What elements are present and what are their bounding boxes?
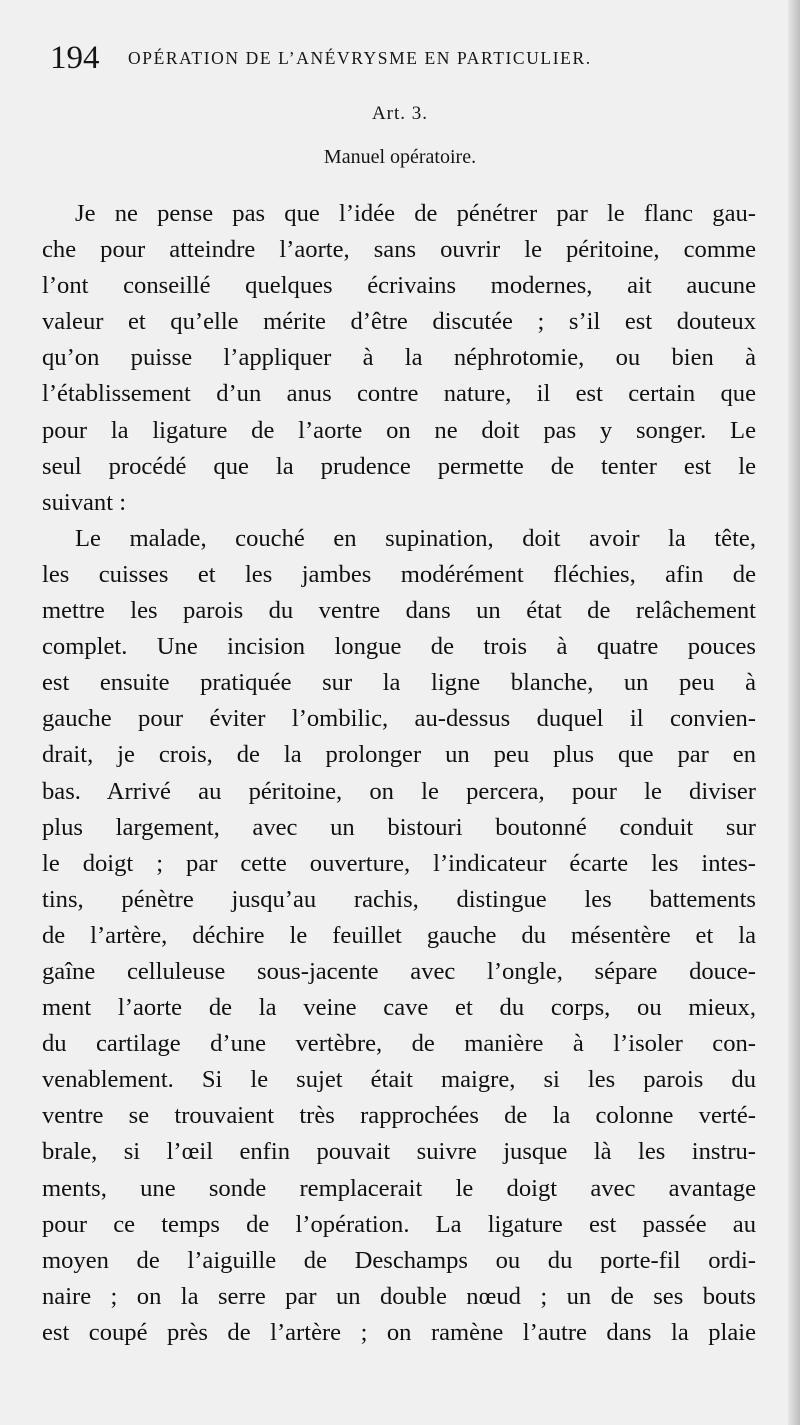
text-line: valeur et qu’elle mérite d’être discutée ; s’il est douteux xyxy=(42,308,756,336)
running-title: OPÉRATION DE L’ANÉVRYSME EN PARTICULIER. xyxy=(128,48,592,68)
text-line: moyen de l’aiguille de Deschamps ou du porte-fil ordi- xyxy=(42,1246,756,1274)
page-edge-shadow xyxy=(788,0,800,1425)
text-line: seul procédé que la prudence permette de tenter est le xyxy=(42,452,756,480)
text-line: tins, pénètre jusqu’au rachis, distingue les battements xyxy=(42,885,756,913)
text-line: ventre se trouvaient très rapprochées de la colonne verté- xyxy=(42,1102,756,1130)
text-line: mettre les parois du ventre dans un état de relâchement xyxy=(42,597,756,625)
text-line: ment l’aorte de la veine cave et du corps, ou mieux, xyxy=(42,994,756,1022)
text-line: le doigt ; par cette ouverture, l’indicateur écarte les intes- xyxy=(42,849,756,877)
text-line: drait, je crois, de la prolonger un peu plus que par en xyxy=(42,741,756,769)
page-number: 194 xyxy=(50,40,100,76)
text-line: Je ne pense pas que l’idée de pénétrer par le flanc gau- xyxy=(75,200,756,227)
text-line: l’ont conseillé quelques écrivains modernes, ait aucune xyxy=(42,272,756,300)
article-label: Art. 3. xyxy=(371,103,429,124)
text-line: gauche pour éviter l’ombilic, au-dessus duquel il convien- xyxy=(42,705,756,733)
section-title: Manuel opératoire. xyxy=(323,146,477,168)
text-line: venablement. Si le sujet était maigre, si les parois du xyxy=(42,1066,756,1094)
text-line: qu’on puisse l’appliquer à la néphrotomie, ou bien à xyxy=(42,344,756,372)
text-line: de l’artère, déchire le feuillet gauche du mésentère et la xyxy=(42,921,756,949)
text-line: che pour atteindre l’aorte, sans ouvrir le péritoine, comme xyxy=(42,236,756,264)
text-line: Le malade, couché en supination, doit avoir la tête, xyxy=(75,524,756,552)
text-line: pour la ligature de l’aorte on ne doit pas y songer. Le xyxy=(42,416,756,444)
text-line: bas. Arrivé au péritoine, on le percera, pour le diviser xyxy=(42,777,756,805)
text-line: les cuisses et les jambes modérément fléchies, afin de xyxy=(42,560,756,588)
text-line: suivant : xyxy=(42,488,127,516)
text-line: du cartilage d’une vertèbre, de manière à l’isoler con- xyxy=(42,1030,756,1058)
text-line: l’établissement d’un anus contre nature, il est certain que xyxy=(42,380,756,408)
text-line: complet. Une incision longue de trois à quatre pouces xyxy=(42,633,756,661)
body-text xyxy=(42,196,756,1351)
text-line: plus largement, avec un bistouri boutonné conduit sur xyxy=(42,813,756,841)
text-line: pour ce temps de l’opération. La ligature est passée au xyxy=(42,1210,756,1238)
text-line: ments, une sonde remplacerait le doigt avec avantage xyxy=(42,1174,756,1202)
text-line: gaîne celluleuse sous-jacente avec l’ongle, sépare douce- xyxy=(42,957,756,985)
text-line: naire ; on la serre par un double nœud ; un de ses bouts xyxy=(42,1282,756,1310)
text-line: est ensuite pratiquée sur la ligne blanche, un peu à xyxy=(42,669,756,697)
page-header xyxy=(50,38,750,78)
text-line: brale, si l’œil enfin pouvait suivre jusque là les instru- xyxy=(42,1138,756,1166)
text-line: est coupé près de l’artère ; on ramène l’autre dans la plaie xyxy=(42,1318,756,1346)
